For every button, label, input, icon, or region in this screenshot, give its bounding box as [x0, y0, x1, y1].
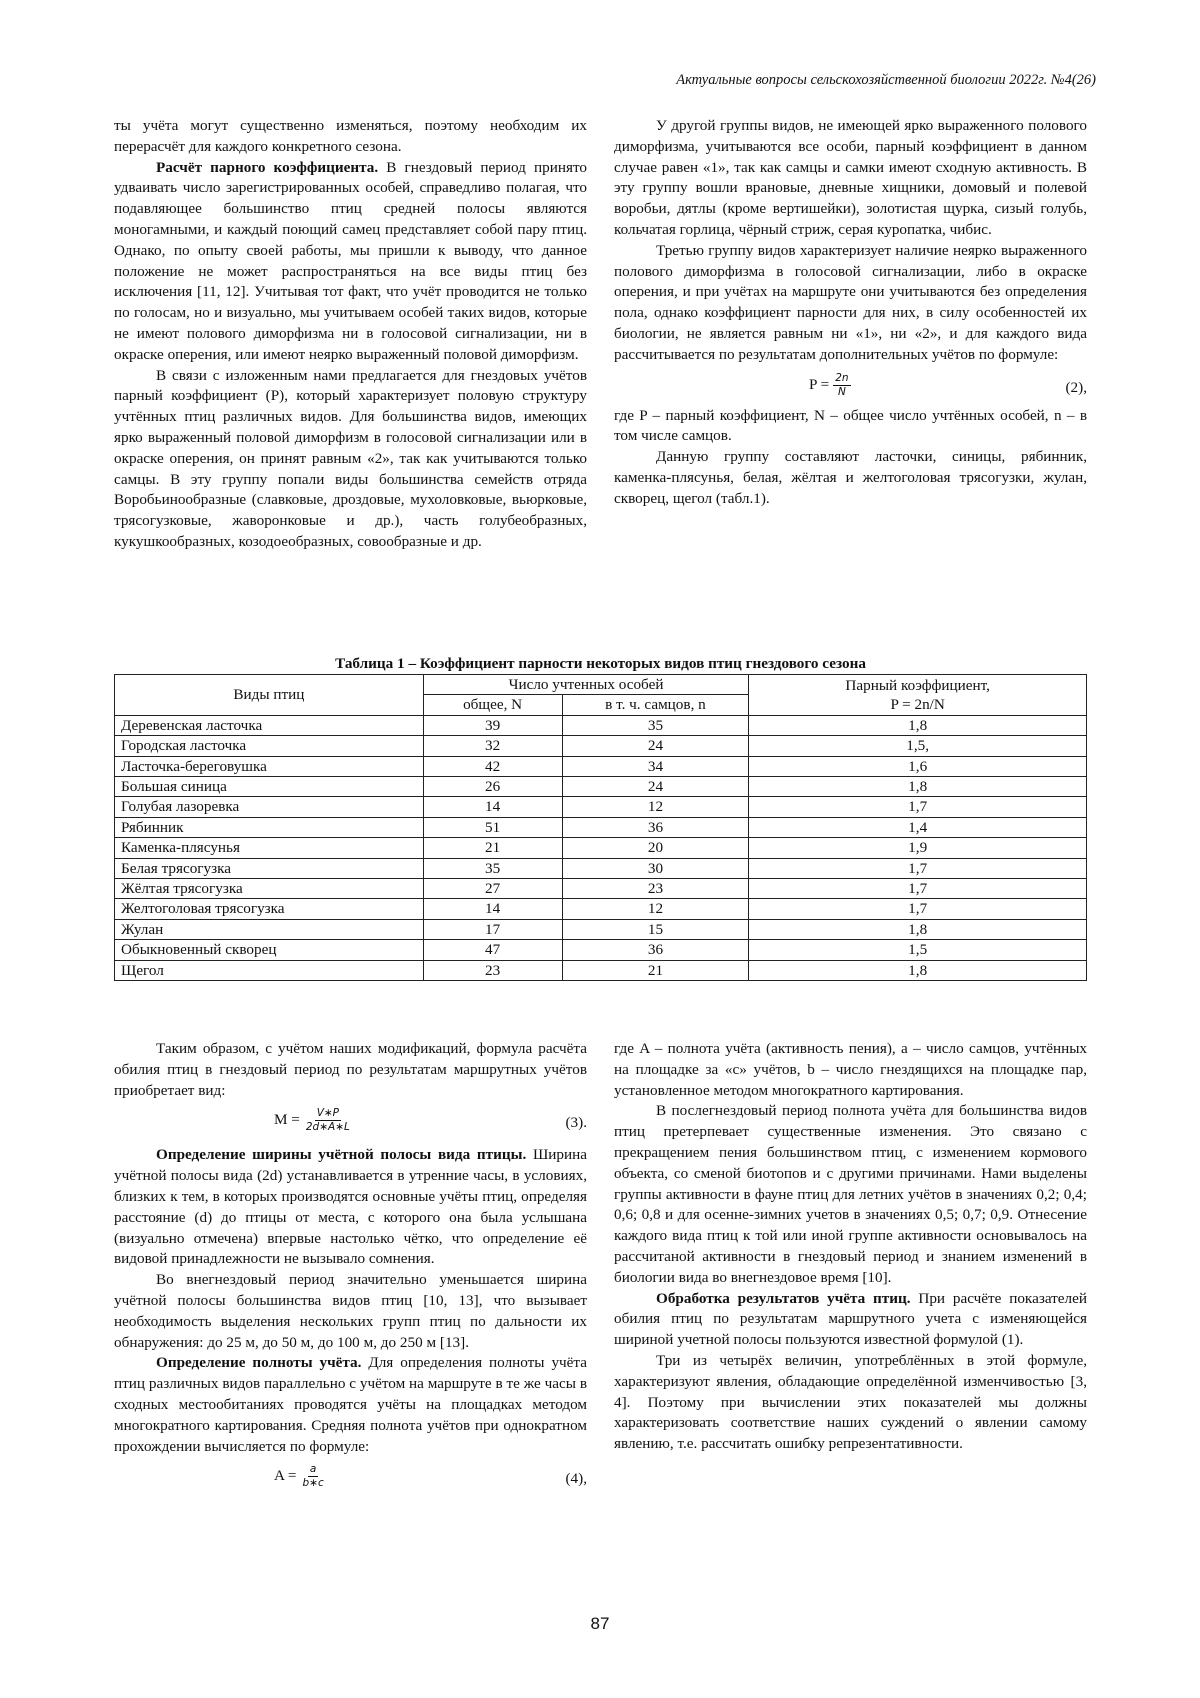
formula-2: [614, 366, 1087, 406]
cell-species: Щегол: [115, 960, 424, 980]
paragraph-body: Для определения полноты учёта птиц различных видов параллельно с учётом на маршруте в те же часы в сходных местообитаниях проводятся учёты на площадках методом многократного картирования. Средняя полнота учётов при однократном прохождении вычисляется по формуле:: [114, 1354, 587, 1455]
cell-total: 32: [423, 736, 562, 756]
cell-species: Каменка-плясунья: [115, 838, 424, 858]
fraction: [301, 1463, 326, 1490]
header-count: Число учтенных особей: [423, 675, 749, 695]
cell-males: 21: [562, 960, 749, 980]
cell-species: Рябинник: [115, 817, 424, 837]
paragraph: [114, 1353, 587, 1457]
formula-lhs: P =: [809, 375, 830, 393]
section-title: Определение полноты учёта.: [156, 1354, 362, 1372]
cell-coefficient: 1,8: [749, 960, 1087, 980]
cell-species: Голубая лазоревка: [115, 797, 424, 817]
formula-lhs: M =: [274, 1111, 300, 1129]
bottom-right-column: [614, 1039, 1087, 1455]
cell-total: 14: [423, 797, 562, 817]
fraction-numerator: a: [309, 1463, 317, 1476]
cell-total: 51: [423, 817, 562, 837]
cell-males: 36: [562, 817, 749, 837]
table-row: [115, 736, 1087, 756]
cell-coefficient: 1,7: [749, 797, 1087, 817]
cell-total: 39: [423, 715, 562, 735]
cell-total: 35: [423, 858, 562, 878]
cell-coefficient: 1,7: [749, 899, 1087, 919]
cell-species: Жёлтая трясогузка: [115, 879, 424, 899]
table-row: [115, 817, 1087, 837]
formula-4: [114, 1457, 587, 1501]
formula-lhs: A =: [274, 1467, 297, 1485]
paragraph: ты учёта могут существенно изменяться, поэтому необходим их перерасчёт для каждого конкретного сезона.: [114, 117, 587, 155]
cell-species: Жулан: [115, 919, 424, 939]
cell-males: 30: [562, 858, 749, 878]
table-row: [115, 797, 1087, 817]
bottom-left-column: [114, 1039, 587, 1501]
table-row: [115, 715, 1087, 735]
cell-species: Желтоголовая трясогузка: [115, 899, 424, 919]
table-row: [115, 879, 1087, 899]
formula-number: (4),: [565, 1470, 587, 1488]
table-row: [115, 777, 1087, 797]
table-row: [115, 756, 1087, 776]
table-row: [115, 960, 1087, 980]
paragraph: Данную группу составляют ласточки, синицы, рябинник, каменка-плясунья, белая, жёлтая и желтоголовая трясогузки, жулан, скворец, щегол (табл.1).: [614, 448, 1087, 507]
table-row: [115, 838, 1087, 858]
cell-total: 23: [423, 960, 562, 980]
formula-number: (2),: [1065, 378, 1087, 396]
fraction: [833, 372, 850, 399]
header-coefficient-line2: P = 2n/N: [890, 695, 945, 713]
running-header: Актуальные вопросы сельскохозяйственной биологии 2022г. №4(26): [676, 72, 1096, 88]
cell-total: 47: [423, 940, 562, 960]
table-row: [115, 899, 1087, 919]
cell-coefficient: 1,7: [749, 879, 1087, 899]
cell-males: 23: [562, 879, 749, 899]
cell-males: 15: [562, 919, 749, 939]
header-total: общее, N: [423, 695, 562, 715]
paragraph: Три из четырёх величин, употреблённых в этой формуле, характеризуют явления, обладающие определённой изменчивостью [3, 4]. Поэтому при вычислении этих показателей мы должны характеризовать соответствие наших суждений о явлении самому явлению, т.е. рассчитать ошибку репрезентативности.: [614, 1351, 1087, 1453]
fraction: [304, 1107, 352, 1134]
cell-males: 34: [562, 756, 749, 776]
table-row: [115, 919, 1087, 939]
paragraph: Таким образом, с учётом наших модификаций, формула расчёта обилия птиц в гнездовый период по результатам маршрутных учётов приобретает вид:: [114, 1040, 587, 1099]
section-title: Расчёт парного коэффициента.: [156, 158, 379, 176]
cell-total: 27: [423, 879, 562, 899]
fraction-denominator: b∗c: [302, 1477, 324, 1490]
cell-coefficient: 1,6: [749, 756, 1087, 776]
fraction-numerator: V∗P: [316, 1107, 340, 1120]
cell-species: Большая синица: [115, 777, 424, 797]
paragraph: В связи с изложенным нами предлагается для гнездовых учётов парный коэффициент (P), который характеризует половую структуру учтённых птиц различных видов. Для большинства видов, имеющих ярко выраженный половой диморфизм в голосовой сигнализации или в окраске оперения, он принят равным «2», так как учитываются только самцы. В эту группу попали виды большинства семейств отряда Воробьинообразные (славковые, дроздовые, мухоловковые, вьюрковые, трясогузковые, жаворонковые и др.), часть голубеобразных, кукушкообразных, козодоеобразных, совообразные и др.: [114, 366, 587, 550]
cell-males: 24: [562, 777, 749, 797]
cell-species: Ласточка-береговушка: [115, 756, 424, 776]
paragraph: У другой группы видов, не имеющей ярко выраженного полового диморфизма, учитываются все особи, парный коэффициент в данном случае равен «1», так как самцы и самки имеют сходную активность. В эту группу вошли врановые, дневные хищники, домовый и полевой воробьи, дятлы (кроме вертишейки), золотистая щурка, сизый голубь, кольчатая горлица, чёрный стриж, серая куропатка, чибис.: [614, 117, 1087, 238]
cell-total: 17: [423, 919, 562, 939]
cell-males: 24: [562, 736, 749, 756]
table-caption: Таблица 1 – Коэффициент парности некоторых видов птиц гнездового сезона: [335, 655, 866, 672]
cell-coefficient: 1,5,: [749, 736, 1087, 756]
cell-coefficient: 1,5: [749, 940, 1087, 960]
cell-species: Городская ласточка: [115, 736, 424, 756]
formula-number: (3).: [565, 1114, 587, 1132]
cell-coefficient: 1,8: [749, 777, 1087, 797]
paragraph-body: При расчёте показателей обилия птиц по результатам маршрутного учета с изменяющейся шириной учетной полосы пользуются известной формулой (1).: [614, 1289, 1087, 1349]
paragraph: Третью группу видов характеризует наличие неярко выраженного полового диморфизма в голосовой сигнализации, либо в окраске оперения, и при учётах на маршруте они учитываются без определения пола, однако коэффициент парности для них, в силу особенностей их биологии, не является равным ни «1», ни «2», и для каждого вида рассчитывается по результатам дополнительных учётов по формуле:: [614, 241, 1087, 363]
cell-males: 20: [562, 838, 749, 858]
header-species: Виды птиц: [115, 675, 424, 716]
cell-coefficient: 1,9: [749, 838, 1087, 858]
cell-species: Белая трясогузка: [115, 858, 424, 878]
cell-species: Деревенская ласточка: [115, 715, 424, 735]
cell-males: 12: [562, 899, 749, 919]
fraction-denominator: N: [837, 385, 846, 398]
cell-coefficient: 1,4: [749, 817, 1087, 837]
cell-males: 36: [562, 940, 749, 960]
cell-coefficient: 1,8: [749, 919, 1087, 939]
paragraph: В послегнездовый период полнота учёта для большинства видов птиц претерпевает существенные изменения. Это связано с прекращением пения большинством птиц, с изменением кормового объекта, со сменой биотопов и с другими причинами. Нами выделены группы активности в фауне птиц для летних учётов в значениях 0,2; 0,4; 0,6; 0,8 и для осенне-зимних учетов в значениях 0,5; 0,7; 0,9. Отнесение каждого вида птиц к той или иной группе активности основывалось на рассчитаной активности в гнездовый период и знанием изменений в биологии вида во внегнездовое время [10].: [614, 1102, 1087, 1286]
paragraph: где A – полнота учёта (активность пения), a – число самцов, учтённых на площадке за «с» учётов, b – число гнездящихся на площадке пар, установленное методом многократного картирования.: [614, 1040, 1087, 1099]
cell-males: 35: [562, 715, 749, 735]
cell-total: 42: [423, 756, 562, 776]
header-coefficient: [749, 675, 1087, 716]
top-left-column: [114, 116, 587, 553]
paragraph: [114, 1145, 587, 1270]
cell-males: 12: [562, 797, 749, 817]
paragraph: где P – парный коэффициент, N – общее число учтённых особей, n – в том числе самцов.: [614, 406, 1087, 445]
formula-3: [114, 1101, 587, 1145]
page-number: 87: [590, 1614, 610, 1633]
table-body: [115, 715, 1087, 980]
header-coefficient-line1: Парный коэффициент,: [845, 676, 990, 694]
paragraph-body: В гнездовый период принято удваивать число зарегистрированных особей, справедливо полагая, что подавляющее большинство птиц средней полосы являются моногамными, и каждый поющий самец представляет собой пару птиц. Однако, по опыту своей работы, мы пришли к выводу, что данное положение не может распространяться на все виды птиц без исключения [11, 12]. Учитывая тот факт, что учёт проводится не только по голосам, но и визуально, мы учитываем особей таких видов, которые не имеют полового диморфизма ни в голосовой сигнализации, ни в окраске оперения, или имеют неярко выраженный половой диморфизм.: [114, 158, 587, 363]
fraction-numerator: 2n: [835, 371, 849, 384]
species-table: [114, 674, 1087, 981]
cell-total: 14: [423, 899, 562, 919]
top-right-column: [614, 116, 1087, 510]
fraction-denominator: 2d∗A∗L: [305, 1121, 350, 1134]
header-males: в т. ч. самцов, n: [562, 695, 749, 715]
paragraph: Во внегнездовый период значительно уменьшается ширина учётной полосы большинства видов птиц [10, 13], что вызывает необходимость выделения нескольких групп птиц по дальности их обнаружения: до 25 м, до 50 м, до 100 м, до 250 м [13].: [114, 1271, 587, 1351]
table-row: [115, 940, 1087, 960]
paragraph-body: Ширина учётной полосы вида (2d) устанавливается в утренние часы, в условиях, близких к тем, в которых производятся основные учёты птиц, определяя расстояние (d) до птицы от места, с которого она была услышана (визуально отмечена) впервые настолько чётко, что определение её видовой принадлежности не вызывало сомнения.: [114, 1146, 588, 1268]
paragraph: [114, 158, 587, 366]
cell-coefficient: 1,8: [749, 715, 1087, 735]
cell-total: 26: [423, 777, 562, 797]
table-row: [115, 858, 1087, 878]
cell-coefficient: 1,7: [749, 858, 1087, 878]
section-title: Обработка результатов учёта птиц.: [656, 1289, 911, 1307]
cell-total: 21: [423, 838, 562, 858]
section-title: Определение ширины учётной полосы вида птицы.: [156, 1146, 527, 1164]
paragraph: [614, 1289, 1087, 1351]
cell-species: Обыкновенный скворец: [115, 940, 424, 960]
